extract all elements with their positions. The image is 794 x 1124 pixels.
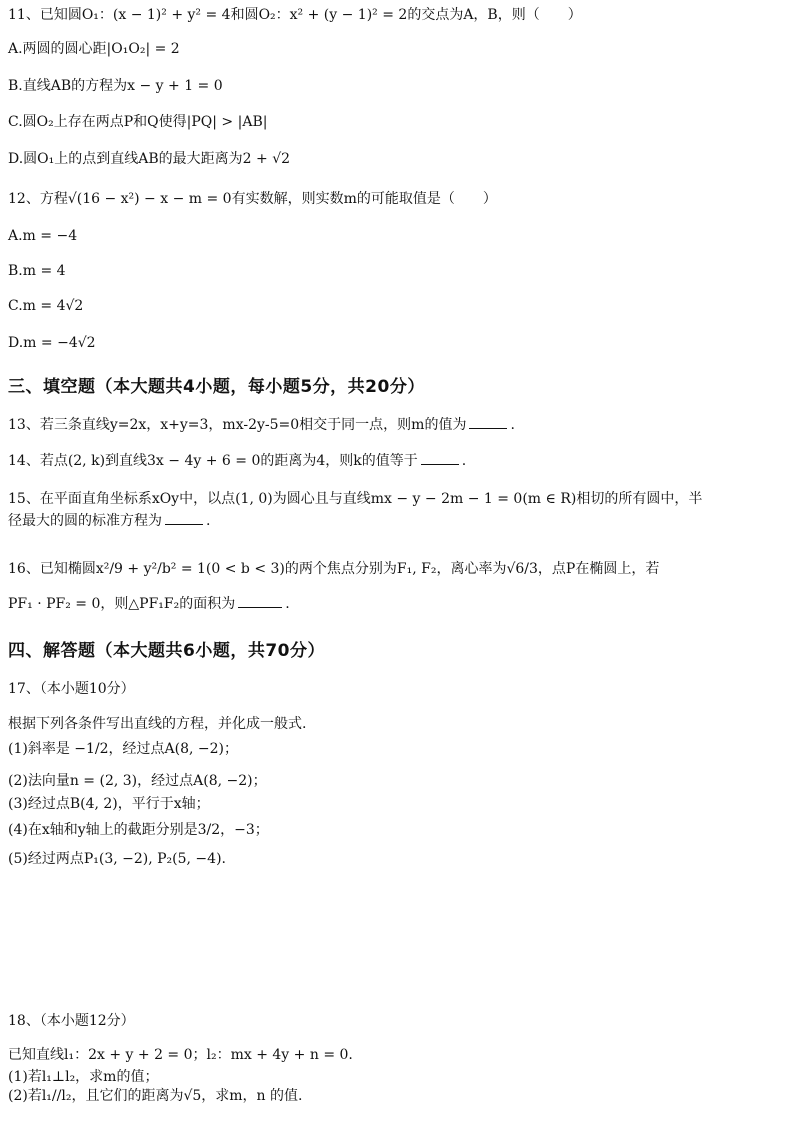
q17-item-1: (1)斜率是 −1/2，经过点A(8, −2)； (8, 741, 239, 757)
q18-intro: 已知直线l₁：2x + y + 2 = 0；l₂：mx + 4y + n = 0. (8, 1047, 353, 1063)
q12-option-a: A.m = −4 (8, 228, 78, 244)
section3-title: 三、填空题（本大题共4小题，每小题5分，共20分） (8, 377, 425, 397)
q11-option-a: A.两圆的圆心距|O₁O₂| = 2 (8, 41, 180, 57)
q15-text: 径最大的圆的标准方程为 (8, 513, 162, 529)
q11-option-c: C.圆O₂上存在两点P和Q使得|PQ| > |AB| (8, 114, 268, 130)
q13-text: 13、若三条直线y=2x，x+y=3，mx-2y-5=0相交于同一点，则m的值为 (8, 417, 467, 433)
q11-stem: 11、已知圆O₁：(x − 1)² + y² = 4和圆O₂：x² + (y − 1)² = 2的交点为A，B，则（ ） (8, 7, 582, 23)
q12-option-d: D.m = −4√2 (8, 335, 96, 351)
q18-heading: 18、（本小题12分） (8, 1013, 135, 1029)
q17-intro: 根据下列各条件写出直线的方程，并化成一般式. (8, 716, 307, 732)
answer-blank (238, 595, 282, 608)
answer-blank (165, 512, 203, 525)
q12-option-b: B.m = 4 (8, 263, 66, 279)
q17-item-2: (2)法向量n = (2, 3)，经过点A(8, −2)； (8, 773, 267, 789)
q11-option-d: D.圆O₁上的点到直线AB的最大距离为2 + √2 (8, 151, 291, 167)
q16-line2: PF₁ · PF₂ = 0，则△PF₁F₂的面积为 . (8, 596, 290, 612)
q15-line1: 15、在平面直角坐标系xOy中，以点(1, 0)为圆心且与直线mx − y − 2m − 1 = 0(m ∈ R)相切的所有圆中，半 (8, 491, 703, 507)
q12-stem: 12、方程√(16 − x²) − x − m = 0有实数解，则实数m的可能取值是（ ） (8, 191, 497, 207)
q18-item-2: (2)若l₁//l₂，且它们的距离为√5，求m，n 的值. (8, 1088, 303, 1104)
q13-line: 13、若三条直线y=2x，x+y=3，mx-2y-5=0相交于同一点，则m的值为 . (8, 417, 515, 433)
q12-option-c: C.m = 4√2 (8, 298, 84, 314)
q14-line: 14、若点(2, k)到直线3x − 4y + 6 = 0的距离为4，则k的值等于 . (8, 453, 467, 469)
q17-item-5: (5)经过两点P₁(3, −2), P₂(5, −4). (8, 851, 226, 867)
q16-text: PF₁ · PF₂ = 0，则△PF₁F₂的面积为 (8, 596, 236, 612)
section4-title: 四、解答题（本大题共6小题，共70分） (8, 641, 325, 661)
q17-item-3: (3)经过点B(4, 2)，平行于x轴； (8, 796, 210, 812)
answer-blank (421, 452, 459, 465)
q14-text: 14、若点(2, k)到直线3x − 4y + 6 = 0的距离为4，则k的值等于 (8, 453, 418, 469)
q15-line2: 径最大的圆的标准方程为 . (8, 513, 211, 529)
q11-option-b: B.直线AB的方程为x − y + 1 = 0 (8, 78, 223, 94)
q18-item-1: (1)若l₁⊥l₂，求m的值； (8, 1069, 159, 1085)
answer-blank (469, 416, 507, 429)
q17-item-4: (4)在x轴和y轴上的截距分别是3/2，−3； (8, 822, 269, 838)
q16-line1: 16、已知椭圆x²/9 + y²/b² = 1(0 < b < 3)的两个焦点分别为F₁, F₂，离心率为√6/3，点P在椭圆上，若 (8, 561, 660, 577)
q17-heading: 17、（本小题10分） (8, 681, 135, 697)
